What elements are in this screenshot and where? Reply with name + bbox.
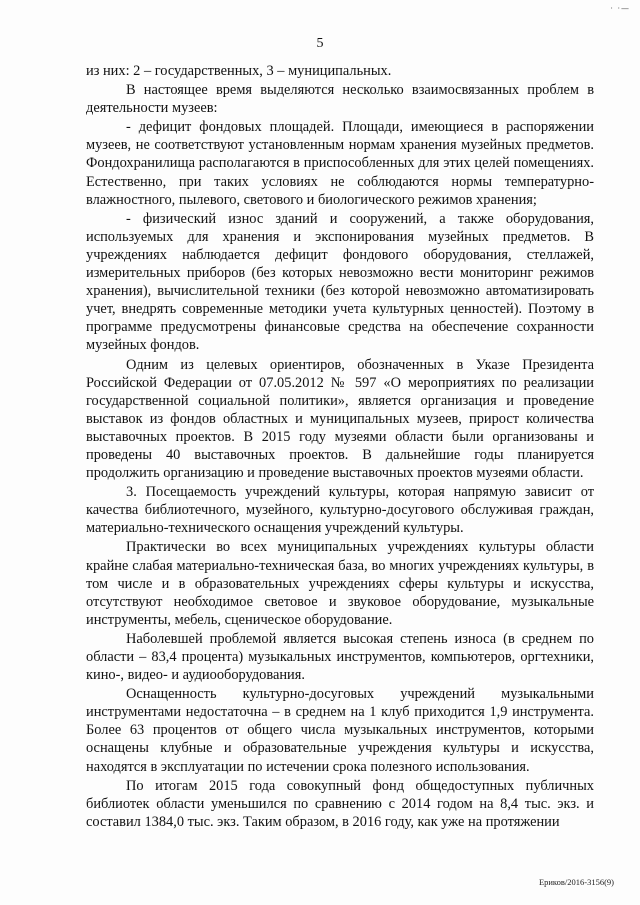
paragraph-material-base: Практически во всех муниципальных учреждениях культуры области крайне слабая материально-техническая база, во многих учреждениях культуры, в том числе и в образовательных учреждениях сферы культуры и искусства, отсутствуют необходимое световое и звуковое оборудование, музыкальные инструменты, мебель, сценическое оборудование. <box>86 539 594 628</box>
paragraph-instrument-supply: Оснащенность культурно-досуговых учреждений музыкальными инструментами недостаточна – в среднем на 1 клуб приходится 1,9 инструмента. Более 63 процентов от общего числа музыкальных инструментов, которыми оснащены клубные и образовательные учреждения культуры и искусства, находятся в эксплуатации по истечении срока полезного использования. <box>86 686 594 775</box>
paragraph-museum-problems-intro: В настоящее время выделяются несколько взаимосвязанных проблем в деятельности музеев: <box>86 82 594 117</box>
document-footer-code: Ериков/2016-3156(9) <box>538 877 614 887</box>
paragraph-equipment-wear: Наболевшей проблемой является высокая степень износа (в среднем по области – 83,4 процента) музыкальных инструментов, компьютеров, оргтехники, кино-, видео- и аудиооборудования. <box>86 630 594 684</box>
paragraph-exhibition-targets: Одним из целевых ориентиров, обозначенных в Указе Президента Российской Федерации от 07.05.2012 № 597 «О мероприятиях по реализации государственной социальной политики», является организация и проведение выставок из фондов областных и муниципальных музеев, прирост количества выставочных проектов. В 2015 году музеями области были организованы и проведены 40 выставочных проектов. В дальнейшие годы планируется продолжить организацию и проведение выставочных проектов музеями области. <box>86 356 594 482</box>
paragraph-physical-wear: - физический износ зданий и сооружений, а также оборудования, используемых для хранения и экспонирования музейных предметов. В учреждениях наблюдается дефицит фондового оборудования, стеллажей, измерительных приборов (без которых невозможно вести мониторинг режимов хранения), вычислительной техники (без которой невозможно автоматизировать учет, внедрять современные методики учета культурных ценностей). Поэтому в программе предусмотрены финансовые средства на обеспечение сохранности музейных фондов. <box>86 210 594 354</box>
paragraph-library-fund: По итогам 2015 года совокупный фонд общедоступных публичных библиотек области уменьшился по сравнению с 2014 годом на 8,4 тыс. экз. и составил 1384,0 тыс. экз. Таким образом, в 2016 году, как уже на протяжении <box>86 777 594 830</box>
scan-corner-mark: · ·— <box>610 4 630 13</box>
document-body <box>86 62 594 832</box>
paragraph-storage-deficit: - дефицит фондовых площадей. Площади, имеющиеся в распоряжении музеев, не соответствуют установленным нормам хранения музейных предметов. Фондохранилища располагаются в приспособленных для этих целей помещениях. Естественно, при таких условиях не соблюдаются нормы температурно-влажностного, пылевого, светового и биологического режимов хранения; <box>86 119 594 208</box>
page-number: 5 <box>316 36 324 51</box>
paragraph-attendance: 3. Посещаемость учреждений культуры, которая напрямую зависит от качества библиотечного, музейного, культурно-досугового обслуживая граждан, материально-технического оснащения учреждений культуры. <box>86 484 594 537</box>
paragraph-museum-count-continuation: из них: 2 – государственных, 3 – муниципальных. <box>86 63 392 79</box>
